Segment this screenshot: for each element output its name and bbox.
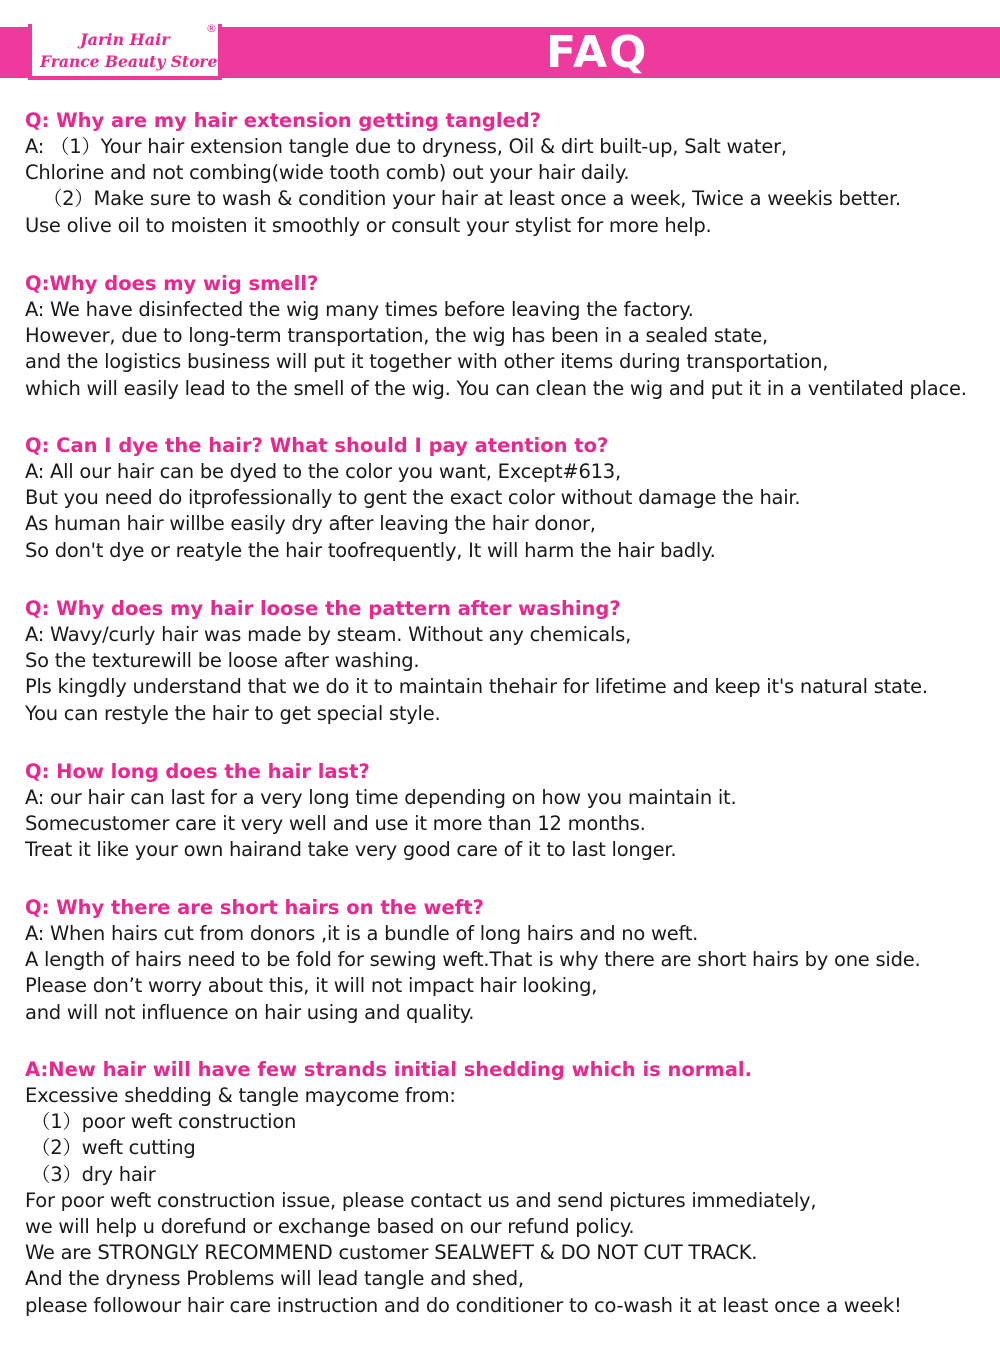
faq-answer-line: A: We have disinfected the wig many times before leaving the factory.: [25, 298, 694, 321]
faq-item-short-hairs: [25, 895, 990, 1026]
faq-question: Q: How long does the hair last?: [25, 760, 370, 783]
faq-question: Q: Why does my hair loose the pattern after washing?: [25, 597, 621, 620]
faq-answer-line: We are STRONGLY RECOMMEND customer SEALWEFT & DO NOT CUT TRACK.: [25, 1241, 758, 1265]
faq-answer-line: Treat it like your own hairand take very good care of it to last longer.: [25, 838, 677, 862]
faq-answer-line: Somecustomer care it very well and use it more than 12 months.: [25, 812, 646, 836]
faq-answer-line: A: Wavy/curly hair was made by steam. Without any chemicals,: [25, 623, 632, 646]
faq-item-tangled: [25, 108, 990, 239]
faq-question: Q:Why does my wig smell?: [25, 272, 319, 295]
faq-answer-line: Please don’t worry about this, it will not impact hair looking,: [25, 974, 598, 998]
faq-question: Q: Can I dye the hair? What should I pay atention to?: [25, 434, 609, 457]
faq-answer-line: and the logistics business will put it together with other items during transportation,: [25, 350, 829, 374]
faq-answer-line: As human hair willbe easily dry after leaving the hair donor,: [25, 512, 596, 536]
faq-answer-line: （2）Make sure to wash & condition your hair at least once a week, Twice a weekis better.: [25, 187, 901, 211]
faq-item-shedding: [25, 1057, 990, 1319]
faq-item-lifetime: [25, 759, 990, 864]
faq-question: Q: Why are my hair extension getting tangled?: [25, 109, 542, 132]
store-logo: [28, 24, 222, 80]
faq-answer-line: Excessive shedding & tangle maycome from:: [25, 1084, 456, 1107]
page-title: FAQ: [546, 27, 649, 78]
faq-item-dye: [25, 433, 990, 564]
faq-answer-line: So the texturewill be loose after washing.: [25, 649, 420, 673]
registered-trademark-icon: ®: [206, 22, 217, 35]
faq-answer-line: Use olive oil to moisten it smoothly or consult your stylist for more help.: [25, 213, 712, 237]
faq-answer-line: and will not influence on hair using and quality.: [25, 1000, 475, 1024]
faq-question: A:New hair will have few strands initial shedding which is normal.: [25, 1058, 752, 1081]
faq-answer-line: You can restyle the hair to get special style.: [25, 701, 441, 725]
brand-name: Jarin Hair: [80, 30, 170, 49]
faq-answer-line: （3）dry hair: [25, 1162, 156, 1186]
faq-answer-line: And the dryness Problems will lead tangle and shed,: [25, 1267, 524, 1291]
faq-answer-line: which will easily lead to the smell of the wig. You can clean the wig and put it in a ventilated place.: [25, 376, 967, 400]
faq-answer-line: For poor weft construction issue, please contact us and send pictures immediately,: [25, 1188, 817, 1212]
faq-answer-line: A: All our hair can be dyed to the color you want, Except#613,: [25, 460, 621, 483]
store-name: France Beauty Store: [40, 52, 218, 71]
faq-answer-line: we will help u dorefund or exchange based on our refund policy.: [25, 1215, 635, 1239]
faq-item-pattern: [25, 596, 990, 727]
faq-answer-line: Pls kingdly understand that we do it to maintain thehair for lifetime and keep it's natural state.: [25, 675, 928, 699]
faq-answer-line: Chlorine and not combing(wide tooth comb) out your hair daily.: [25, 161, 630, 185]
faq-answer-line: A: When hairs cut from donors ,it is a bundle of long hairs and no weft.: [25, 922, 699, 945]
faq-item-wig-smell: [25, 271, 990, 402]
faq-answer-line: A: （1）Your hair extension tangle due to dryness, Oil & dirt built-up, Salt water,: [25, 135, 787, 158]
faq-answer-line: （1）poor weft construction: [25, 1110, 297, 1134]
faq-answer-line: A length of hairs need to be fold for sewing weft.That is why there are short hairs by one side.: [25, 948, 921, 972]
faq-answer-line: But you need do itprofessionally to gent the exact color without damage the hair.: [25, 486, 801, 510]
faq-answer-line: So don't dye or reatyle the hair toofrequently, It will harm the hair badly.: [25, 538, 716, 562]
faq-answer-line: please followour hair care instruction and do conditioner to co-wash it at least once a week!: [25, 1293, 902, 1317]
faq-answer-line: However, due to long-term transportation, the wig has been in a sealed state,: [25, 324, 768, 348]
faq-answer-line: A: our hair can last for a very long time depending on how you maintain it.: [25, 786, 737, 809]
faq-answer-line: （2）weft cutting: [25, 1136, 196, 1160]
faq-question: Q: Why there are short hairs on the weft?: [25, 896, 484, 919]
